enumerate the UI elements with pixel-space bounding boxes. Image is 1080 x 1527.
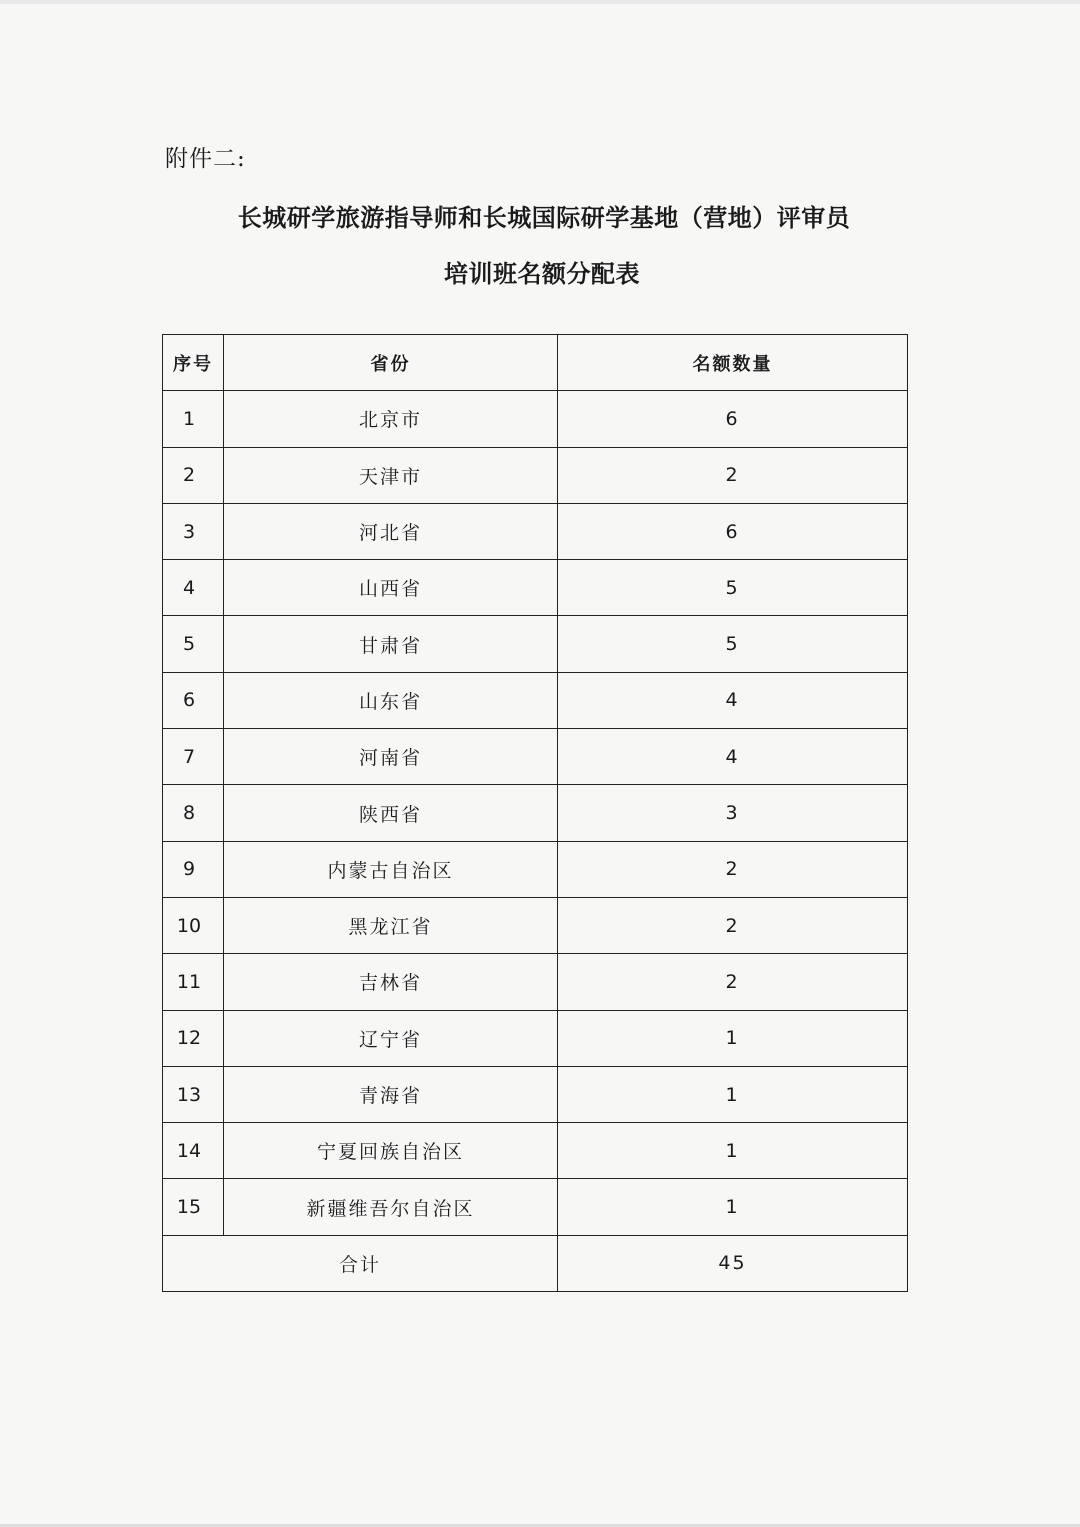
table-row: [163, 447, 908, 503]
row-seq: 9: [163, 841, 224, 897]
table-row: [163, 560, 908, 616]
table-row: [163, 616, 908, 672]
row-seq: 15: [163, 1179, 224, 1235]
row-seq: 13: [163, 1066, 224, 1122]
table-header-row: [163, 335, 908, 391]
row-province: 山西省: [224, 560, 558, 616]
row-seq: 1: [163, 391, 224, 447]
row-province: 陕西省: [224, 785, 558, 841]
row-seq: 7: [163, 729, 224, 785]
document-title: 长城研学旅游指导师和长城国际研学基地（营地）评审员: [237, 203, 851, 232]
row-province: 山东省: [224, 672, 558, 728]
row-quota: 4: [558, 729, 908, 785]
row-seq: 14: [163, 1123, 224, 1179]
table-row: [163, 729, 908, 785]
table-row: [163, 672, 908, 728]
header-province: 省份: [224, 335, 558, 391]
row-province: 宁夏回族自治区: [224, 1123, 558, 1179]
row-quota: 2: [558, 954, 908, 1010]
row-quota: 5: [558, 616, 908, 672]
attachment-label: 附件二:: [165, 146, 246, 172]
quota-allocation-table: [162, 334, 908, 1292]
row-seq: 10: [163, 897, 224, 953]
table-row: [163, 503, 908, 559]
header-seq: 序号: [163, 335, 224, 391]
row-province: 黑龙江省: [224, 897, 558, 953]
row-quota: 6: [558, 503, 908, 559]
row-province: 新疆维吾尔自治区: [224, 1179, 558, 1235]
row-seq: 3: [163, 503, 224, 559]
row-province: 内蒙古自治区: [224, 841, 558, 897]
table-row: [163, 785, 908, 841]
table-row: [163, 1066, 908, 1122]
row-seq: 4: [163, 560, 224, 616]
total-quota: 45: [558, 1235, 908, 1291]
row-province: 辽宁省: [224, 1010, 558, 1066]
row-province: 吉林省: [224, 954, 558, 1010]
row-province: 河北省: [224, 503, 558, 559]
row-quota: 1: [558, 1066, 908, 1122]
table-row: [163, 897, 908, 953]
row-seq: 12: [163, 1010, 224, 1066]
row-province: 天津市: [224, 447, 558, 503]
row-seq: 8: [163, 785, 224, 841]
row-province: 河南省: [224, 729, 558, 785]
row-province: 北京市: [224, 391, 558, 447]
row-quota: 4: [558, 672, 908, 728]
row-seq: 6: [163, 672, 224, 728]
row-quota: 3: [558, 785, 908, 841]
table-row: [163, 954, 908, 1010]
row-quota: 5: [558, 560, 908, 616]
row-quota: 1: [558, 1123, 908, 1179]
document-subtitle: 培训班名额分配表: [444, 259, 640, 288]
row-seq: 11: [163, 954, 224, 1010]
row-seq: 5: [163, 616, 224, 672]
table-row: [163, 391, 908, 447]
header-quota: 名额数量: [558, 335, 908, 391]
row-quota: 1: [558, 1010, 908, 1066]
row-quota: 2: [558, 841, 908, 897]
total-label: 合计: [163, 1235, 558, 1291]
row-province: 青海省: [224, 1066, 558, 1122]
row-quota: 2: [558, 447, 908, 503]
table-body: [163, 391, 908, 1235]
table-row: [163, 1123, 908, 1179]
table-row: [163, 1010, 908, 1066]
table-total-row: [163, 1235, 908, 1291]
row-quota: 6: [558, 391, 908, 447]
row-quota: 1: [558, 1179, 908, 1235]
row-quota: 2: [558, 897, 908, 953]
row-seq: 2: [163, 447, 224, 503]
table-row: [163, 841, 908, 897]
row-province: 甘肃省: [224, 616, 558, 672]
table-row: [163, 1179, 908, 1235]
